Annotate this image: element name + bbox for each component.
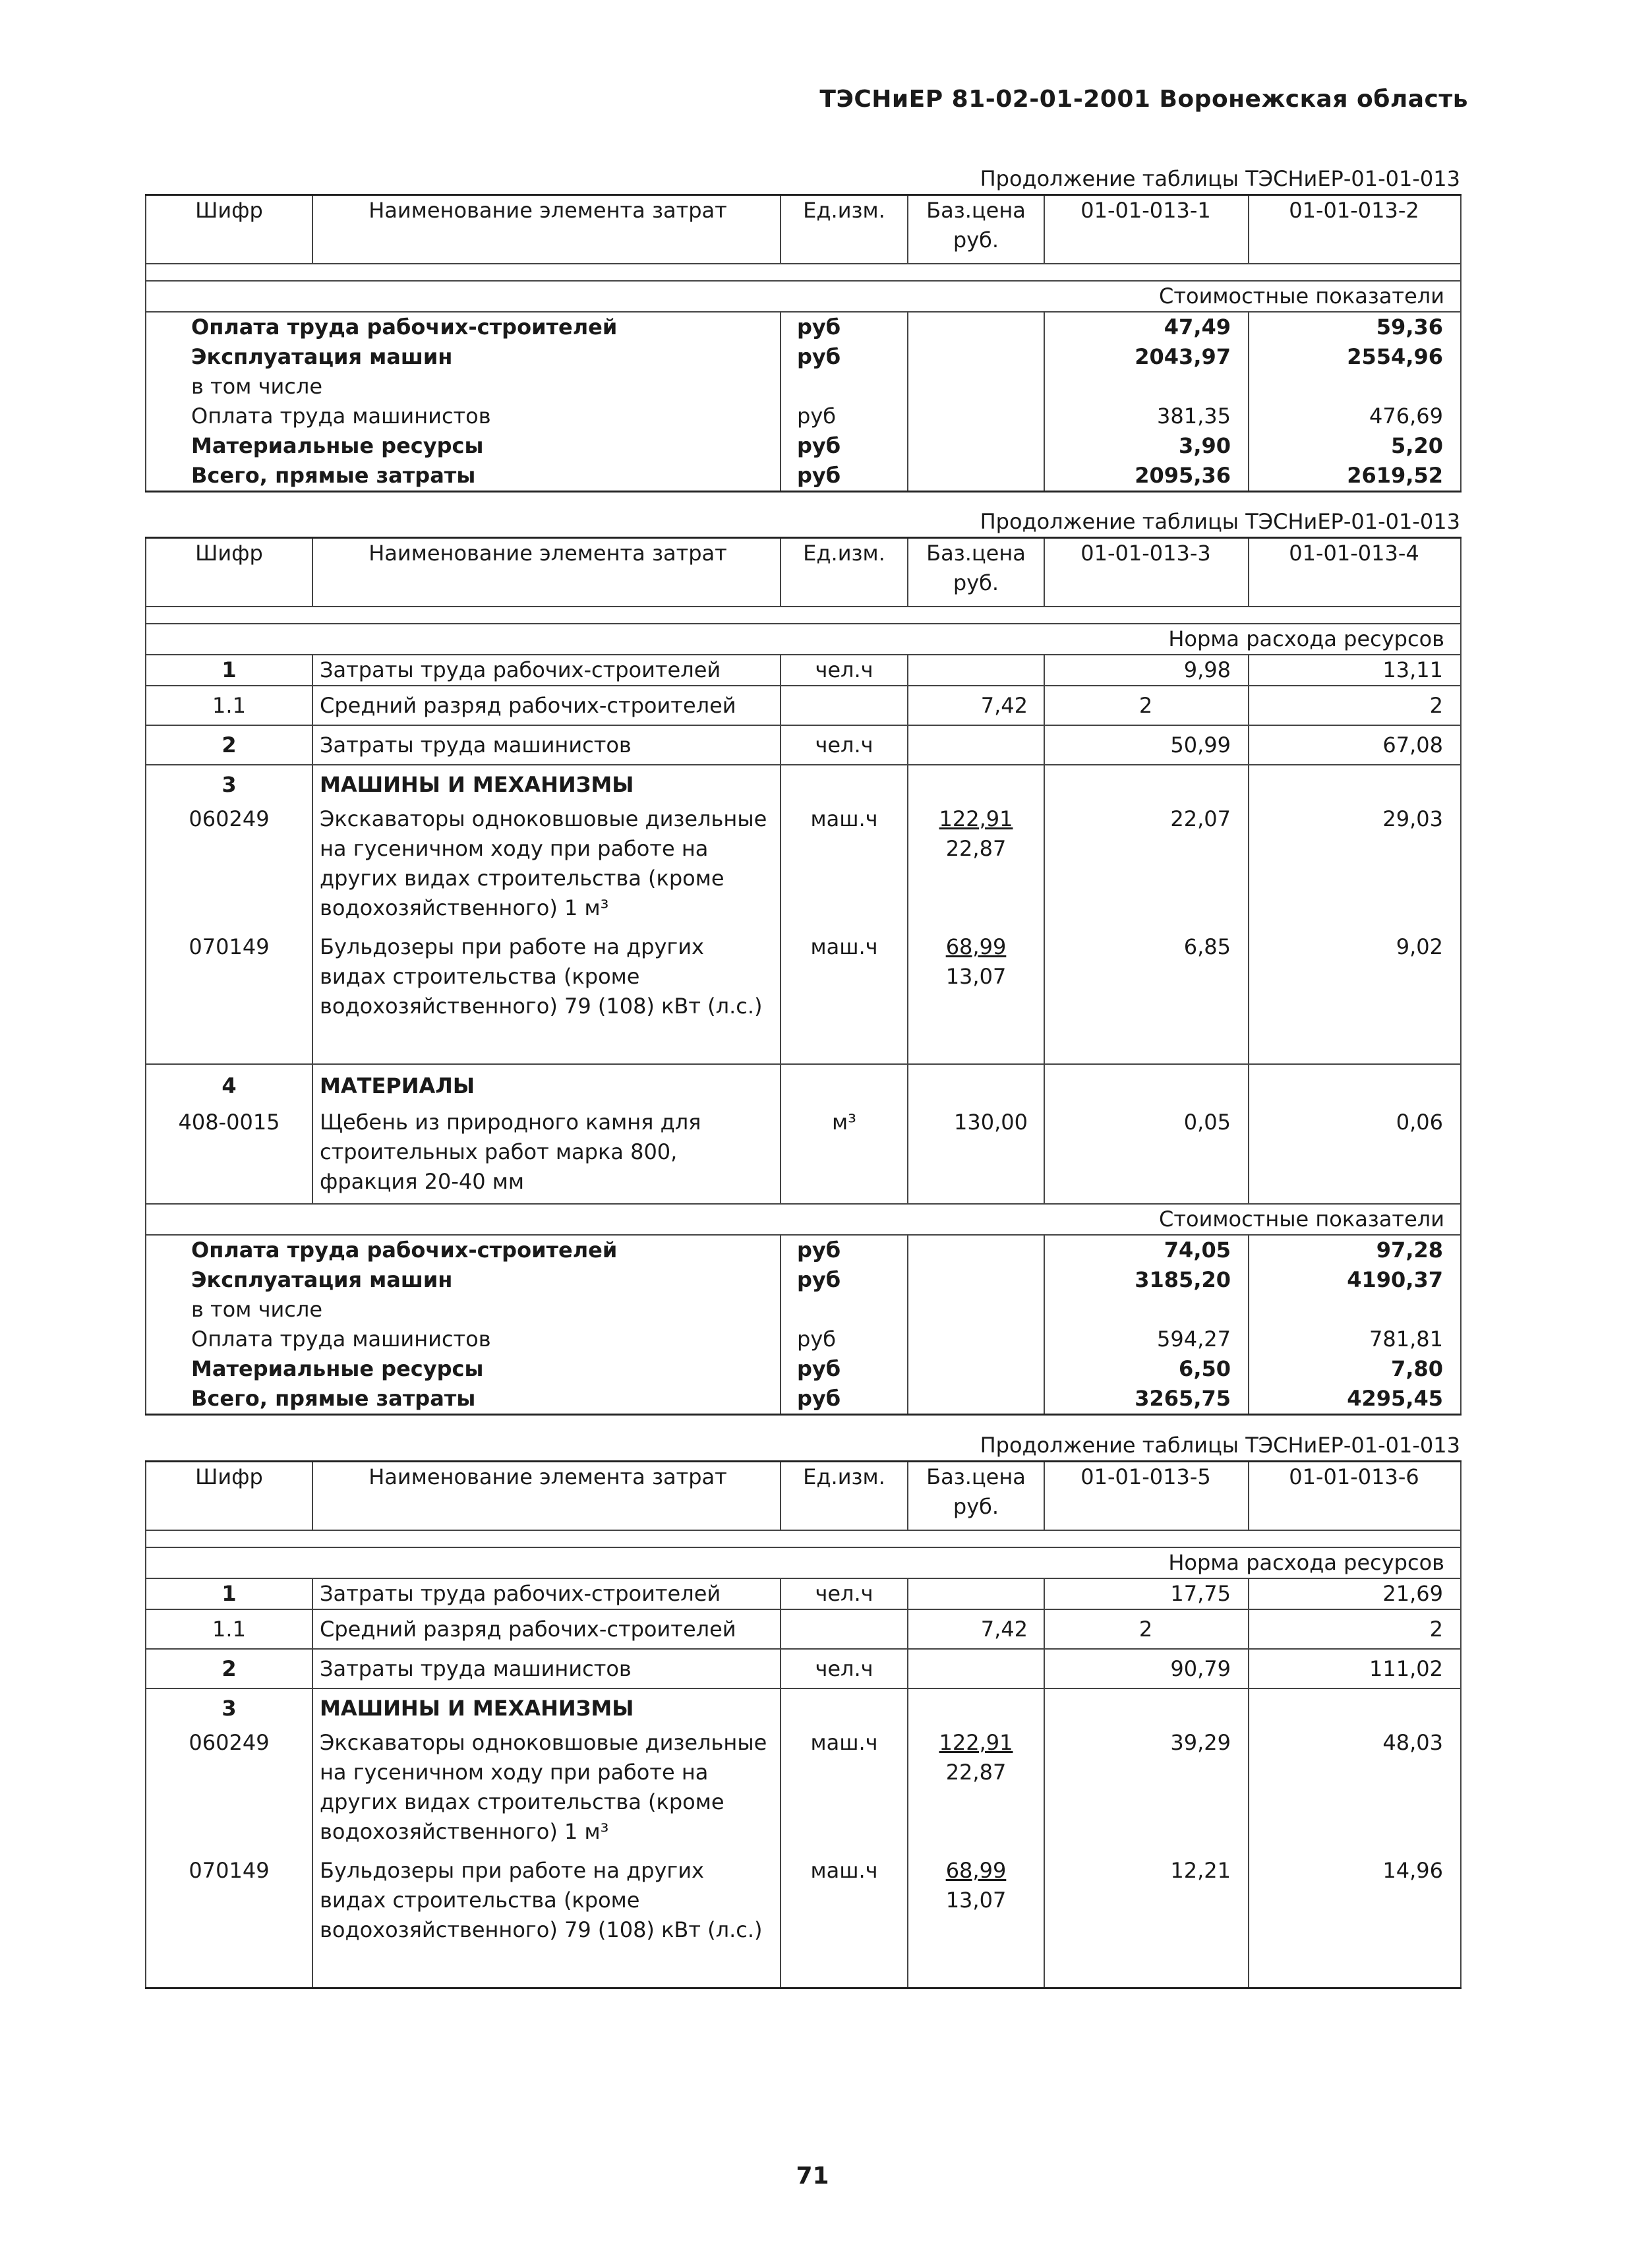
table-row: 4 МАТЕРИАЛЫ [146, 1064, 1461, 1108]
col-unit-header: Ед.изм. [781, 195, 908, 264]
continuation-label: Продолжение таблицы ТЭСНиЕР-01-01-013 [980, 1433, 1460, 1458]
section-title: Стоимостные показатели [146, 281, 1461, 312]
table-row: 1 Затраты труда рабочих-строителей чел.ч 17,75 21,69 [146, 1578, 1461, 1609]
table-header-row [146, 195, 1461, 264]
table-row: 1 Затраты труда рабочих-строителей чел.ч 9,98 13,11 [146, 655, 1461, 686]
cost-table-1: Шифр Наименование элемента затрат Ед.изм. Баз.цена руб. 01-01-013-1 01-01-013-2 Стоимостные показатели Оплата труда рабочих-строителей руб 47,49 59,36 Эксплуатация машин руб 2043,97 2554,96 в том числе Оплата труда машинистов руб 381,35 476,69 Материальные ресурсы руб 3,90 5,20 Всего, прямые затраты руб 2095,36 2619,52 [145, 194, 1462, 492]
table-row: 060249 Экскаваторы одноковшовые дизельные на гусеничном ходу при работе на других видах строительства (кроме водохозяйственного) 1 м³ маш.ч 122,91 22,87 22,07 29,03 [146, 804, 1461, 932]
table-row: 1.1 Средний разряд рабочих-строителей 7,42 2 2 [146, 686, 1461, 725]
resource-table-2: Шифр Наименование элемента затрат Ед.изм. Баз.цена руб. 01-01-013-3 01-01-013-4 Норма расхода ресурсов 1 Затраты труда рабочих-строителей чел.ч 9,98 13,11 1.1 Средний разряд рабочих-строителей 7,42 2 2 2 Затраты труда машинистов чел.ч 50,99 67,08 3 МАШИНЫ И МЕХАНИЗМЫ 060249 Экскаваторы одноковшовые дизельные на гусеничном ходу при работе на других видах строительства (кроме водохозяйственного) 1 м³ маш.ч 122,91 22,87 22,07 29,03 070149 Бульдозеры при работе на других видах строительства (кроме водохозяйственного) 79 (108) кВт (л.с.) маш.ч 68,99 13,07 6,85 9,02 4 МАТЕРИАЛЫ 408-0015 Щебень из природного камня для строительных работ марка 800, фракция 20-40 мм м³ 130,00 0,05 0,06 Стоимостные показатели Оплата труда рабочих-строителей руб 74,05 97,28 Эксплуатация машин руб 3185,20 4190,37 в том числе Оплата труда машинистов руб 594,27 781,81 Материальные ресурсы руб 6,50 7,80 Всего, прямые затраты руб 3265,75 4295,45 [145, 537, 1462, 1416]
continuation-label: Продолжение таблицы ТЭСНиЕР-01-01-013 [980, 166, 1460, 191]
table-row: 2 Затраты труда машинистов чел.ч 90,79 111,02 [146, 1649, 1461, 1688]
col-code2-header: 01-01-013-2 [1249, 195, 1461, 264]
col-price-header: Баз.цена руб. [908, 195, 1044, 264]
continuation-label: Продолжение таблицы ТЭСНиЕР-01-01-013 [980, 509, 1460, 534]
page-number: 71 [796, 2163, 829, 2190]
col-name-header: Наименование элемента затрат [312, 195, 781, 264]
col-code-header: Шифр [146, 195, 312, 264]
section-title: Стоимостные показатели [146, 1204, 1461, 1235]
table-row: 070149 Бульдозеры при работе на других видах строительства (кроме водохозяйственного) 79 (108) кВт (л.с.) маш.ч 68,99 13,07 12,21 14,96 [146, 1856, 1461, 1988]
table-row: 070149 Бульдозеры при работе на других видах строительства (кроме водохозяйственного) 79 (108) кВт (л.с.) маш.ч 68,99 13,07 6,85 9,02 [146, 932, 1461, 1064]
row-name: Оплата труда рабочих-строителей [146, 312, 781, 342]
table-row: 2 Затраты труда машинистов чел.ч 50,99 67,08 [146, 725, 1461, 765]
table-row: 060249 Экскаваторы одноковшовые дизельные на гусеничном ходу при работе на других видах строительства (кроме водохозяйственного) 1 м³ маш.ч 122,91 22,87 39,29 48,03 [146, 1728, 1461, 1856]
section-title: Норма расхода ресурсов [146, 624, 1461, 655]
table-row: 3 МАШИНЫ И МЕХАНИЗМЫ [146, 765, 1461, 804]
table-row: 408-0015 Щебень из природного камня для строительных работ марка 800, фракция 20-40 мм м³ 130,00 0,05 0,06 [146, 1108, 1461, 1204]
section-title: Норма расхода ресурсов [146, 1547, 1461, 1578]
table-row: 3 МАШИНЫ И МЕХАНИЗМЫ [146, 1688, 1461, 1728]
col-code1-header: 01-01-013-1 [1044, 195, 1249, 264]
document-header: ТЭСНиЕР 81-02-01-2001 Воронежская область [819, 86, 1468, 113]
resource-table-3: Шифр Наименование элемента затрат Ед.изм. Баз.цена руб. 01-01-013-5 01-01-013-6 Норма расхода ресурсов 1 Затраты труда рабочих-строителей чел.ч 17,75 21,69 1.1 Средний разряд рабочих-строителей 7,42 2 2 2 Затраты труда машинистов чел.ч 90,79 111,02 3 МАШИНЫ И МЕХАНИЗМЫ 060249 Экскаваторы одноковшовые дизельные на гусеничном ходу при работе на других видах строительства (кроме водохозяйственного) 1 м³ маш.ч 122,91 22,87 39,29 48,03 070149 Бульдозеры при работе на других видах строительства (кроме водохозяйственного) 79 (108) кВт (л.с.) маш.ч 68,99 13,07 12,21 14,96 [145, 1460, 1462, 1989]
table-row: 1.1 Средний разряд рабочих-строителей 7,42 2 2 [146, 1609, 1461, 1649]
